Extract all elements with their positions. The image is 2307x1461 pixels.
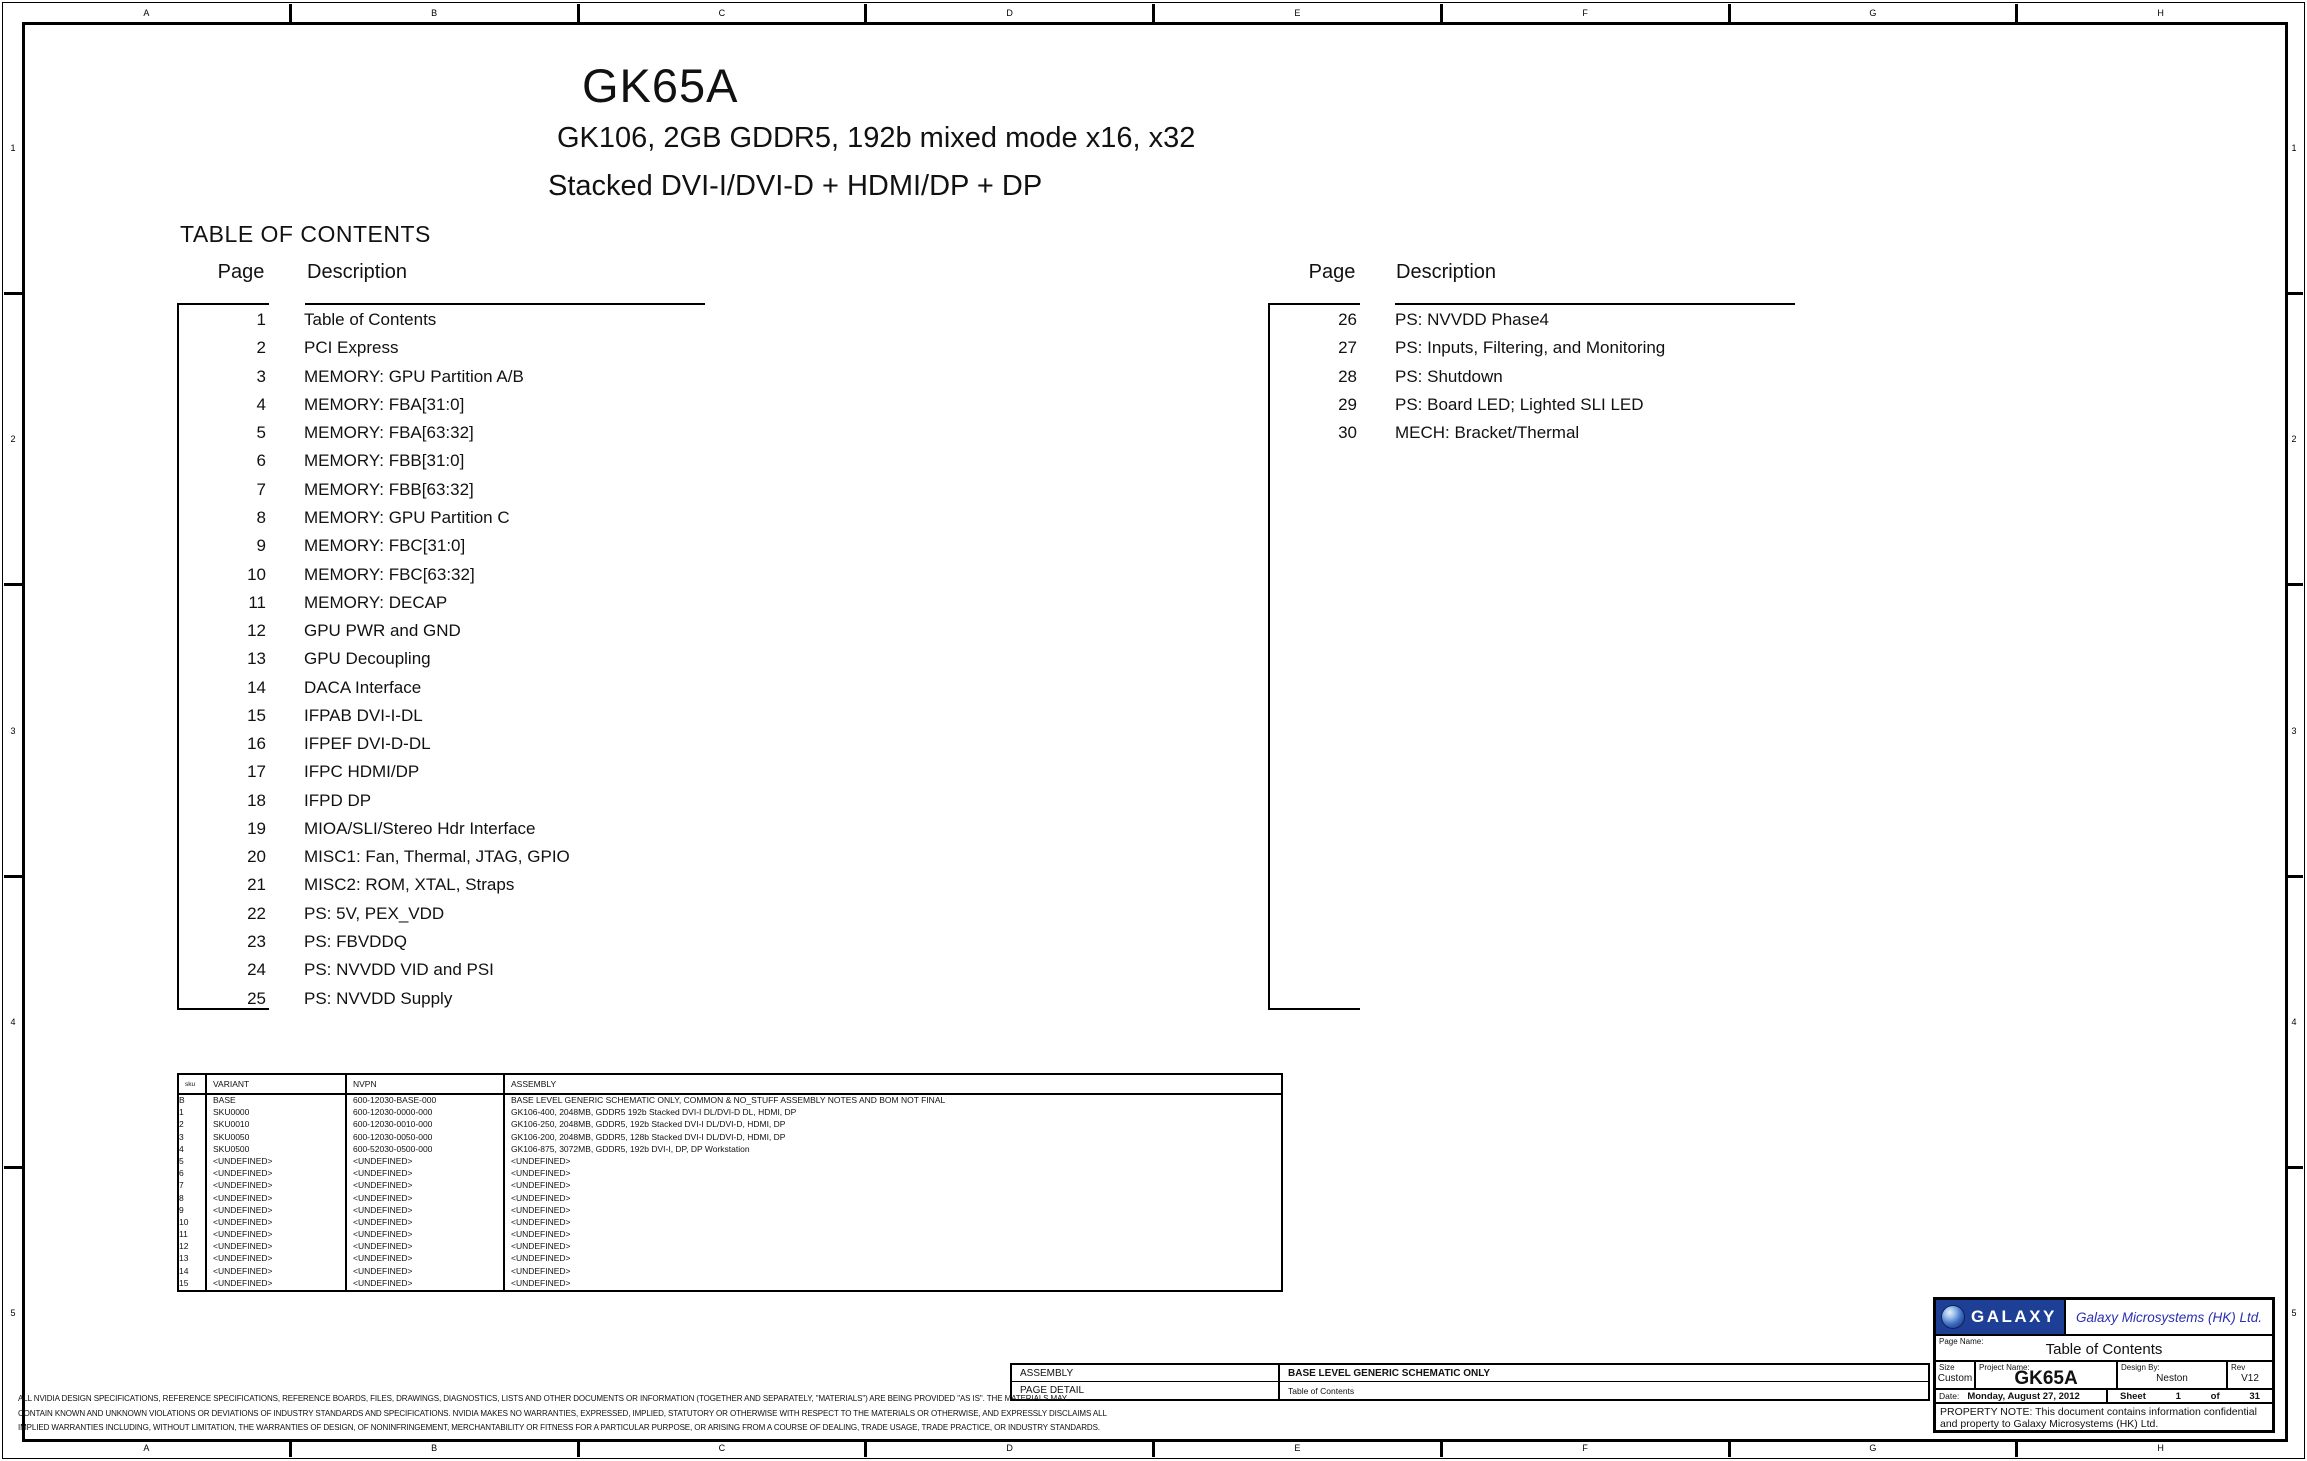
- toc-entry: [180, 447, 570, 475]
- toc-entry-page-number: 27: [1338, 338, 1357, 358]
- assembly-detail-block: [1010, 1363, 1930, 1401]
- toc-entry-description: MEMORY: DECAP: [304, 592, 448, 612]
- date-cell: [1936, 1390, 2108, 1402]
- grid-column-label: F: [1443, 4, 1731, 22]
- toc-entry: [180, 476, 570, 504]
- title-block-info-row: [1936, 1362, 2272, 1390]
- toc-right-top-rule: [1268, 303, 1360, 305]
- toc-entry-page-number: 8: [256, 507, 266, 527]
- page-subtitle-specs: GK106, 2GB GDDR5, 192b mixed mode x16, x32: [557, 122, 1196, 154]
- grid-band-left: [4, 4, 22, 1457]
- toc-entry: [180, 956, 570, 984]
- grid-column-label: B: [292, 4, 580, 22]
- size-label: Size: [1939, 1363, 1955, 1372]
- rev-label: Rev: [2231, 1363, 2246, 1372]
- toc-entry-description: MISC1: Fan, Thermal, JTAG, GPIO: [304, 847, 570, 867]
- toc-entry: [180, 617, 570, 645]
- toc-left-vertical-rule: [177, 303, 179, 1010]
- legal-disclaimer-line: CONTAIN KNOWN AND UNKNOWN VIOLATIONS OR DEVIATIONS OF INDUSTRY STANDARDS AND SPECIFICATIONS. NVIDIA MAKES NO WARRANTIES, EXPRESSED, IMPLIED, STATUTORY OR OTHERWISE WITH RESPECT TO THE MATERIALS OR OTHERWISE, AND EXPRESSLY DISCLAIMS ALL: [18, 1408, 1107, 1418]
- toc-entry-page-number: 15: [247, 705, 266, 725]
- project-name-label: Project Name:: [1979, 1363, 2030, 1372]
- company-name-cell: [2064, 1300, 2272, 1334]
- grid-row-label: 1: [4, 4, 22, 295]
- toc-entry-page-number: 2: [256, 338, 266, 358]
- grid-row-label: 3: [4, 586, 22, 877]
- toc-entry-description: GPU Decoupling: [304, 649, 431, 669]
- toc-heading: TABLE OF CONTENTS: [180, 221, 431, 247]
- toc-entry: [180, 589, 570, 617]
- toc-right-description-header: Description: [1396, 261, 1497, 283]
- toc-entry-description: IFPC HDMI/DP: [304, 762, 420, 782]
- toc-entry-description: MEMORY: FBA[31:0]: [304, 394, 465, 414]
- toc-entry: [180, 419, 570, 447]
- toc-entry: [180, 504, 570, 532]
- grid-column-label: E: [1155, 1439, 1443, 1457]
- toc-entry: [180, 560, 570, 588]
- toc-entry: [180, 702, 570, 730]
- toc-entry-page-number: 1: [256, 310, 266, 330]
- toc-entry: [180, 645, 570, 673]
- variant-table-header-nvpn: NVPN: [347, 1075, 505, 1095]
- toc-entry-page-number: 11: [248, 592, 266, 612]
- toc-left-top-rule: [177, 303, 269, 305]
- title-block-banner: [1936, 1300, 2272, 1336]
- toc-entry-description: MEMORY: FBC[31:0]: [304, 536, 466, 556]
- grid-column-label: F: [1443, 1439, 1731, 1457]
- design-by-cell: [2118, 1362, 2228, 1388]
- toc-right-page-header: Page: [1308, 261, 1356, 283]
- rev-value: V12: [2241, 1373, 2259, 1384]
- toc-entry-description: IFPEF DVI-D-DL: [304, 734, 431, 754]
- grid-band-bottom: [4, 1439, 2303, 1457]
- page-detail-value: Table of Contents: [1288, 1385, 1355, 1396]
- variant-table-header-assembly: ASSEMBLY: [505, 1075, 1281, 1095]
- toc-entry-description: MIOA/SLI/Stereo Hdr Interface: [304, 818, 536, 838]
- toc-entry-page-number: 29: [1338, 394, 1357, 414]
- toc-entry: [180, 928, 570, 956]
- toc-entry-page-number: 18: [247, 790, 266, 810]
- page-name-label: Page Name:: [1939, 1337, 1984, 1346]
- toc-entry-description: IFPAB DVI-I-DL: [304, 705, 423, 725]
- toc-entry-description: MEMORY: FBA[63:32]: [304, 423, 474, 443]
- grid-row-label: 5: [10, 1307, 16, 1318]
- toc-entry-page-number: 26: [1338, 310, 1357, 330]
- toc-left-page-header: Page: [217, 261, 265, 283]
- toc-entry-page-number: 4: [256, 394, 266, 414]
- toc-entry-page-number: 24: [247, 960, 266, 980]
- galaxy-globe-icon: [1941, 1305, 1965, 1329]
- toc-entry: [180, 730, 570, 758]
- galaxy-logo: [1936, 1300, 2064, 1334]
- grid-column-label: C: [580, 4, 868, 22]
- sheet-label: Sheet: [2120, 1390, 2146, 1402]
- sheet-number: 1: [2175, 1390, 2181, 1402]
- toc-entry-page-number: 30: [1338, 423, 1357, 443]
- toc-entry-description: DACA Interface: [304, 677, 422, 697]
- toc-list-right: [1271, 306, 1665, 447]
- size-value: Custom: [1937, 1373, 1973, 1384]
- toc-entry: [180, 306, 570, 334]
- toc-entry-page-number: 17: [247, 762, 266, 782]
- legal-disclaimer: [18, 1392, 1107, 1436]
- toc-entry: [1271, 334, 1665, 362]
- toc-entry-page-number: 13: [247, 649, 266, 669]
- toc-entry-description: PS: NVVDD Supply: [304, 988, 453, 1008]
- toc-entry-page-number: 22: [247, 903, 266, 923]
- grid-column-label: G: [1731, 4, 2019, 22]
- toc-entry-page-number: 9: [256, 536, 266, 556]
- sheet-of-label: of: [2210, 1390, 2220, 1402]
- grid-column-label: G: [1731, 1439, 2019, 1457]
- grid-band-top: [4, 4, 2303, 22]
- toc-entry: [180, 900, 570, 928]
- toc-entry-description: PS: NVVDD VID and PSI: [304, 960, 494, 980]
- variant-table-header-variant: VARIANT: [207, 1075, 347, 1095]
- toc-entry-description: MISC2: ROM, XTAL, Straps: [304, 875, 515, 895]
- toc-left-description-rule: [305, 303, 705, 305]
- toc-entry-description: MEMORY: FBB[31:0]: [304, 451, 465, 471]
- toc-right-description-rule: [1395, 303, 1795, 305]
- toc-entry-page-number: 12: [247, 621, 266, 641]
- toc-entry-description: PS: NVVDD Phase4: [1395, 310, 1550, 330]
- toc-entry-description: Table of Contents: [304, 310, 437, 330]
- toc-entry-page-number: 25: [247, 988, 266, 1008]
- galaxy-wordmark: GALAXY: [1971, 1307, 2057, 1326]
- toc-entry: [1271, 391, 1665, 419]
- toc-entry-description: PS: 5V, PEX_VDD: [304, 903, 445, 923]
- toc-entry-page-number: 14: [247, 677, 266, 697]
- design-by-label: Design By:: [2121, 1363, 2160, 1372]
- grid-column-label: H: [2157, 8, 2164, 18]
- date-value: Monday, August 27, 2012: [1967, 1390, 2080, 1402]
- toc-entry-description: MEMORY: GPU Partition C: [304, 507, 510, 527]
- page-title: GK65A: [582, 59, 739, 112]
- toc-entry-description: MEMORY: FBC[63:32]: [304, 564, 475, 584]
- toc-entry-page-number: 19: [247, 818, 266, 838]
- size-cell: [1936, 1362, 1976, 1388]
- variant-table: [177, 1073, 1283, 1292]
- grid-row-label: 4: [4, 878, 22, 1169]
- toc-entry: [180, 673, 570, 701]
- toc-entry: [180, 391, 570, 419]
- assembly-label: ASSEMBLY: [1012, 1365, 1280, 1382]
- grid-row-label: 1: [2285, 4, 2303, 295]
- legal-disclaimer-line: ALL NVIDIA DESIGN SPECIFICATIONS, REFERENCE SPECIFICATIONS, REFERENCE BOARDS, FILES, DRAWINGS, DIAGNOSTICS, LISTS AND OTHER DOCUMENTS OR INFORMATION (TOGETHER AND SEPARATELY, "MATERIALS") ARE BEING PROVIDED "AS IS". THE MATERIALS MAY: [18, 1394, 1067, 1403]
- toc-entry: [180, 843, 570, 871]
- toc-entry-description: PS: Shutdown: [1395, 366, 1503, 386]
- grid-row-label: 3: [2285, 586, 2303, 877]
- toc-entry-page-number: 23: [247, 931, 266, 951]
- grid-row-label: 2: [2285, 295, 2303, 586]
- property-note: PROPERTY NOTE: This document contains information confidential and property to Galaxy Microsystems (HK) Ltd.: [1940, 1406, 2257, 1430]
- assembly-value: BASE LEVEL GENERIC SCHEMATIC ONLY: [1280, 1365, 1928, 1382]
- toc-entry: [180, 363, 570, 391]
- toc-right-vertical-rule: [1268, 303, 1270, 1010]
- toc-entry-description: MEMORY: FBB[63:32]: [304, 479, 474, 499]
- grid-column-label: D: [867, 1439, 1155, 1457]
- grid-band-right: [2285, 4, 2303, 1457]
- variant-table-header-sku: sku: [179, 1075, 207, 1095]
- toc-entry-page-number: 20: [247, 847, 266, 867]
- rev-cell: [2228, 1362, 2272, 1388]
- project-name-cell: [1976, 1362, 2118, 1388]
- toc-entry-page-number: 7: [256, 479, 266, 499]
- toc-entry: [180, 787, 570, 815]
- grid-column-label: H: [2157, 1443, 2164, 1453]
- toc-entry-page-number: 6: [256, 451, 266, 471]
- project-name-value: GK65A: [2014, 1368, 2078, 1389]
- date-label: Date:: [1939, 1391, 1960, 1401]
- grid-row-label: 2: [4, 295, 22, 586]
- toc-entry: [180, 334, 570, 362]
- legal-disclaimer-line: IMPLIED WARRANTIES INCLUDING, WITHOUT LIMITATION, THE WARRANTIES OF DESIGN, OF NONINFRINGEMENT, MERCHANTABILITY OR FITNESS FOR A PARTICULAR PURPOSE, OR ARISING FROM A COURSE OF DEALING, TRADE USAGE, TRADE PRACTICE, OR INDUSTRY STANDARDS.: [18, 1423, 1100, 1432]
- grid-column-label: C: [580, 1439, 868, 1457]
- page-name-cell: [1936, 1336, 2272, 1362]
- grid-row-label: 4: [2285, 878, 2303, 1169]
- toc-entry-description: PCI Express: [304, 338, 399, 358]
- toc-left-description-header: Description: [307, 261, 408, 283]
- toc-entry: [1271, 363, 1665, 391]
- toc-entry-description: PS: Inputs, Filtering, and Monitoring: [1395, 338, 1666, 358]
- toc-entry-description: PS: Board LED; Lighted SLI LED: [1395, 394, 1644, 414]
- grid-column-label: E: [1155, 4, 1443, 22]
- toc-entry-page-number: 16: [247, 734, 266, 754]
- toc-entry-description: IFPD DP: [304, 790, 372, 810]
- title-block: [1933, 1297, 2275, 1433]
- toc-entry: [1271, 419, 1665, 447]
- toc-right-bottom-rule: [1268, 1008, 1360, 1010]
- toc-list-left: [180, 306, 570, 1013]
- page-detail-label: PAGE DETAIL: [1012, 1382, 1280, 1399]
- toc-entry-page-number: 10: [247, 564, 266, 584]
- grid-column-label: D: [867, 4, 1155, 22]
- toc-entry-description: MECH: Bracket/Thermal: [1395, 423, 1580, 443]
- sheet-cell: [2108, 1391, 2272, 1402]
- toc-entry-page-number: 3: [256, 366, 266, 386]
- toc-entry: [180, 532, 570, 560]
- toc-entry-description: GPU PWR and GND: [304, 621, 461, 641]
- grid-column-label: A: [4, 4, 292, 22]
- toc-entry: [1271, 306, 1665, 334]
- toc-entry: [180, 984, 570, 1012]
- toc-entry-description: MEMORY: GPU Partition A/B: [304, 366, 524, 386]
- toc-entry-page-number: 5: [256, 423, 266, 443]
- page-subtitle-outputs: Stacked DVI-I/DVI-D + HDMI/DP + DP: [548, 170, 1043, 202]
- toc-entry-description: PS: FBVDDQ: [304, 931, 407, 951]
- page-name-value: Table of Contents: [2045, 1341, 2163, 1358]
- grid-row-label: 5: [2291, 1307, 2297, 1318]
- grid-column-label: A: [4, 1439, 292, 1457]
- company-name: Galaxy Microsystems (HK) Ltd.: [2075, 1309, 2263, 1325]
- title-block-date-row: [1936, 1390, 2272, 1404]
- design-by-value: Neston: [2156, 1373, 2188, 1384]
- toc-entry-page-number: 21: [247, 875, 266, 895]
- sheet-total: 31: [2249, 1390, 2260, 1402]
- toc-entry: [180, 758, 570, 786]
- toc-entry: [180, 871, 570, 899]
- toc-entry-page-number: 28: [1338, 366, 1357, 386]
- toc-entry: [180, 815, 570, 843]
- grid-column-label: B: [292, 1439, 580, 1457]
